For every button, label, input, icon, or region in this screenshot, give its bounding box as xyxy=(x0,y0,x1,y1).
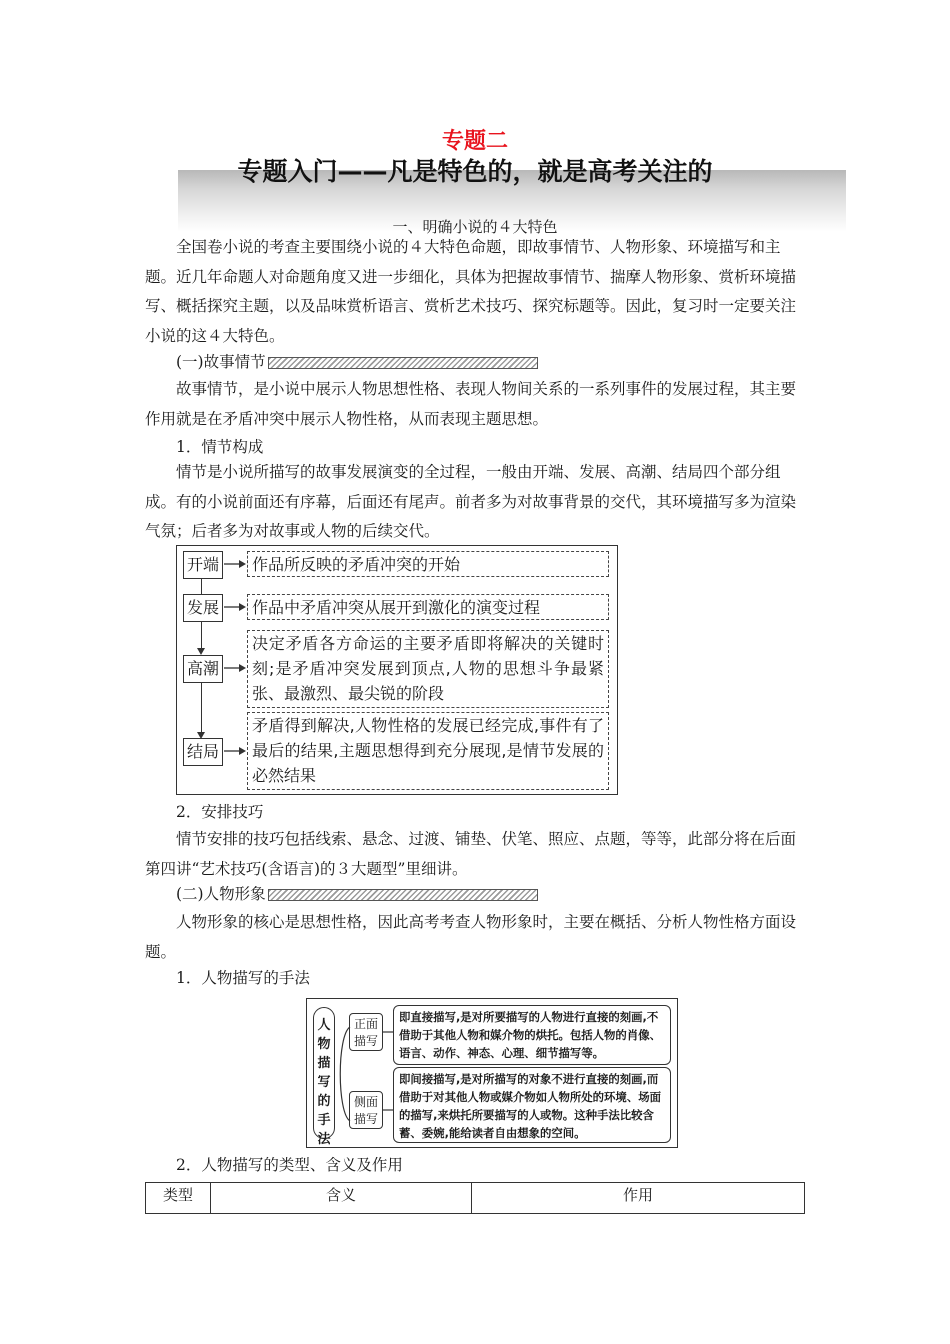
arrow-right-icon xyxy=(224,559,246,569)
stage-label-opening: 开端 xyxy=(183,551,223,579)
heading-hatch-bar xyxy=(268,889,538,901)
heading-hatch-bar xyxy=(268,357,538,369)
plot-heading xyxy=(176,350,538,374)
stage-desc-development: 作品中矛盾冲突从展开到激化的演变过程 xyxy=(247,594,609,620)
table-header-type: 类型 xyxy=(146,1183,211,1214)
character-methods-diagram xyxy=(306,998,678,1148)
connector-line xyxy=(201,682,202,734)
character-heading xyxy=(176,882,538,906)
branch-desc-direct: 即直接描写,是对所要描写的人物进行直接的刻画,不借助于其他人物和媒介物的烘托。包括人物的肖像、语言、动作、神态、心理、细节描写等。 xyxy=(393,1005,671,1065)
section-subtitle: 一、明确小说的４大特色 xyxy=(392,218,558,236)
character-sub2-title: 2．人物描写的类型、含义及作用 xyxy=(176,1156,403,1174)
branch-desc-indirect: 即间接描写,是对所描写的对象不进行直接的刻画,而借助于对其他人物或媒介物如人物所处的环境、场面的描写,来烘托所要描写的人或物。这种手法比较含蓄、委婉,能给读者自由想象的空间。 xyxy=(393,1067,671,1143)
stage-desc-climax: 决定矛盾各方命运的主要矛盾即将解决的关键时刻;是矛盾冲突发展到顶点,人物的思想斗争最紧张、最激烈、最尖锐的阶段 xyxy=(247,630,609,708)
topic-kicker: 专题二 xyxy=(441,129,508,154)
intro-paragraph: 全国卷小说的考查主要围绕小说的４大特色命题，即故事情节、人物形象、环境描写和主题。近几年命题人对命题角度又进一步细化，具体为把握故事情节、揣摩人物形象、赏析环境描写、概括探究主题，以及品味赏析语言、赏析艺术技巧、探究标题等。因此，复习时一定要关注小说的这４大特色。 xyxy=(145,238,797,345)
character-paragraph: 人物形象的核心是思想性格，因此高考考查人物形象时，主要在概括、分析人物性格方面设题。 xyxy=(145,913,797,961)
stage-desc-ending: 矛盾得到解决,人物性格的发展已经完成,事件有了最后的结果,主题思想得到充分展现,是情节发展的必然结果 xyxy=(247,712,609,790)
plot-sub1-paragraph: 情节是小说所描写的故事发展演变的全过程，一般由开端、发展、高潮、结局四个部分组成。有的小说前面还有序幕，后面还有尾声。前者多为对故事背景的交代，其环境描写多为渲染气氛；后者多为对故事或人物的后续交代。 xyxy=(145,463,797,540)
connector-line xyxy=(383,1027,393,1037)
arrow-down-icon xyxy=(197,648,205,655)
stage-label-climax: 高潮 xyxy=(183,655,223,683)
connector-line xyxy=(201,620,202,650)
methods-root-label: 人 物 描 写 的 手 法 xyxy=(313,1007,335,1139)
branch-label-indirect: 侧面 描写 xyxy=(349,1091,383,1129)
arrow-right-icon xyxy=(224,746,246,756)
arrow-right-icon xyxy=(224,602,246,612)
character-sub1-title: 1．人物描写的手法 xyxy=(176,969,310,987)
stage-label-development: 发展 xyxy=(183,594,223,622)
stage-desc-opening: 作品所反映的矛盾冲突的开始 xyxy=(247,551,609,577)
arrow-right-icon xyxy=(224,663,246,673)
plot-sub1-title: 1．情节构成 xyxy=(176,438,264,456)
table-header-row xyxy=(146,1183,805,1214)
plot-sub2-paragraph: 情节安排的技巧包括线索、悬念、过渡、铺垫、伏笔、照应、点题，等等，此部分将在后面第四讲“艺术技巧(含语言)的３大题型”里细讲。 xyxy=(145,830,797,878)
table-header-function: 作用 xyxy=(472,1183,805,1214)
stage-label-ending: 结局 xyxy=(183,738,223,766)
plot-structure-diagram xyxy=(176,545,618,795)
plot-paragraph: 故事情节，是小说中展示人物思想性格、表现人物间关系的一系列事件的发展过程，其主要作用就是在矛盾冲突中展示人物性格，从而表现主题思想。 xyxy=(145,380,797,428)
plot-sub2-title: 2．安排技巧 xyxy=(176,803,264,821)
character-types-table xyxy=(145,1182,805,1214)
character-heading-text: (二)人物形象 xyxy=(176,885,266,903)
connector-line xyxy=(201,576,202,596)
connector-line xyxy=(383,1105,393,1115)
page-title: 专题入门——凡是特色的，就是高考关注的 xyxy=(237,157,713,186)
plot-heading-text: (一)故事情节 xyxy=(176,353,266,371)
table-header-meaning: 含义 xyxy=(211,1183,472,1214)
branch-label-direct: 正面 描写 xyxy=(349,1013,383,1051)
